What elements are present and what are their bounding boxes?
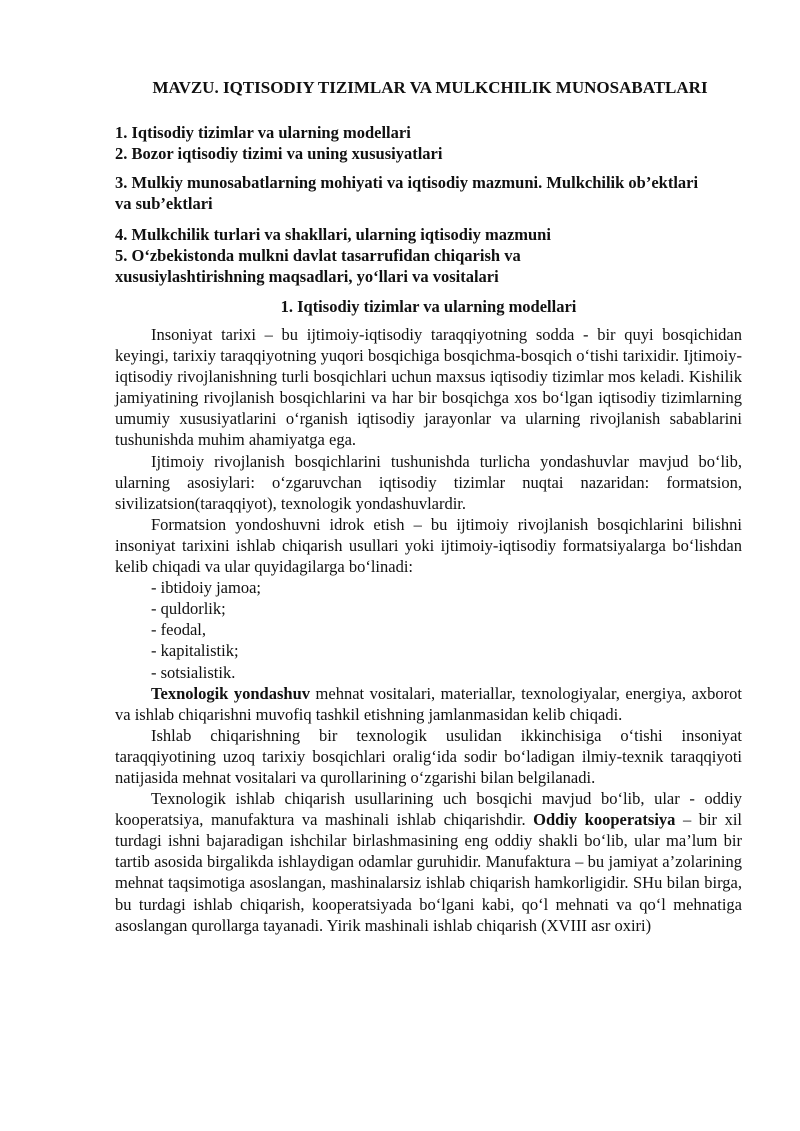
paragraph-text: mehnat vositalari, materiallar, texnologiyalar, energiya, axborot va ishlab chiqarishni muvofiq tashkil etishning jamlanmasidan kelib chiqadi. (115, 683, 742, 724)
list-item: - feodal, (151, 620, 206, 640)
plan-item-4: 4. Mulkchilik turlari va shakllari, ularning iqtisodiy mazmuni (115, 225, 551, 244)
paragraph: Ishlab chiqarishning bir texnologik usulidan ikkinchisiga o‘tishi insoniyat taraqqiyotining uzoq tarixiy bosqichlari oralig‘ida sodir bo‘ladigan ilmiy-texnik taraqqiyoti natijasida mehnat vositalari va qurollarining o‘zgarishi bilan belgilanadi. (115, 725, 742, 787)
plan-item-2: 2. Bozor iqtisodiy tizimi va uning xususiyatlari (115, 144, 443, 163)
formation-list (115, 577, 742, 682)
plan-item-5: 5. O‘zbekistonda mulkni davlat tasarrufidan chiqarish va xususiylashtirishning maqsadlari, yo‘llari va vositalari (115, 246, 521, 286)
list-item: - quldorlik; (151, 599, 226, 619)
bold-term: Texnologik yondashuv (151, 683, 310, 703)
list-item: - kapitalistik; (151, 641, 239, 661)
paragraph (115, 788, 742, 936)
paragraph: Ijtimoiy rivojlanish bosqichlarini tushunishda turlicha yondashuvlar mavjud bo‘lib, ularning asosiylari: o‘zgaruvchan iqtisodiy tizimlar nuqtai nazaridan: formatsion, sivilizatsion(taraqqiyot), texnologik yondashuvlardir. (115, 451, 742, 513)
list-item: - sotsialistik. (151, 662, 236, 682)
paragraph: Insoniyat tarixi – bu ijtimoiy-iqtisodiy taraqqiyotning sodda - bir quyi bosqichidan keyingi, tarixiy taraqqiyotning yuqori bosqichiga bosqichma-bosqich o‘tishi tarixidir. Ijtimoiy-iqtisodiy rivojlanishning turli bosqichlari uchun maxsus iqtisodiy tizimlar mos keladi. Kishilik jamiyatining rivojlanish bosqichlarini va har bir bosqichga xos bo‘lgan iqtisodiy tizimlarning umumiy xususiyatlarini o‘rganish iqtisodiy jarayonlar va ularning rivojlanish sabablarini tushunishda muhim ahamiyatga ega. (115, 325, 742, 450)
paragraph-text: Texnologik ishlab chiqarish usullarining uch bosqichi mavjud bo‘lib, ular - oddiy kooperatsiya, manufaktura va mashinali ishlab chiqarishdir. (115, 789, 742, 830)
plan-item-3: 3. Mulkiy munosabatlarning mohiyati va iqtisodiy mazmuni. Mulkchilik ob’ektlari va sub’ektlari (115, 173, 699, 213)
page-title: MAVZU. IQTISODIY TIZIMLAR VA MULKCHILIK MUNOSABATLARI (152, 78, 708, 97)
body-text (115, 324, 742, 936)
paragraph: Formatsion yondoshuvni idrok etish – bu ijtimoiy rivojlanish bosqichlarini bilishni insoniyat tarixini ishlab chiqarish usullari yoki ijtimoiy-iqtisodiy formatsiyalarga bo‘lishdan kelib chiqadi va ular quyidagilarga bo‘linadi: (115, 514, 742, 577)
paragraph (115, 683, 742, 725)
plan-item-1: 1. Iqtisodiy tizimlar va ularning modellari (115, 123, 411, 142)
section-heading: 1. Iqtisodiy tizimlar va ularning modellari (280, 297, 577, 316)
bold-term: Oddiy kooperatsiya (533, 810, 676, 830)
paragraph-text: – bir xil turdagi ishni bajaradigan ishchilar birlashmasining eng oddiy shakli bo‘lib, ular ma’lum bir tartib asosida birgalikda ishlaydigan odamlar guruhidir. Manufaktura – bu jamiyat a’zolarining mehnat taqsimotiga asoslangan, mashinalarsiz ishlab chiqarish hamkorligidir. SHu bilan birga, bu turdagi ishlab chiqarish, kooperatsiyada bo‘lgani kabi, qo‘l mehnati va qo‘l mehnatiga asoslangan qurollarga tayanadi. Yirik mashinali ishlab chiqarish (XVIII asr oxiri) (115, 810, 742, 935)
list-item: - ibtidoiy jamoa; (151, 578, 261, 598)
